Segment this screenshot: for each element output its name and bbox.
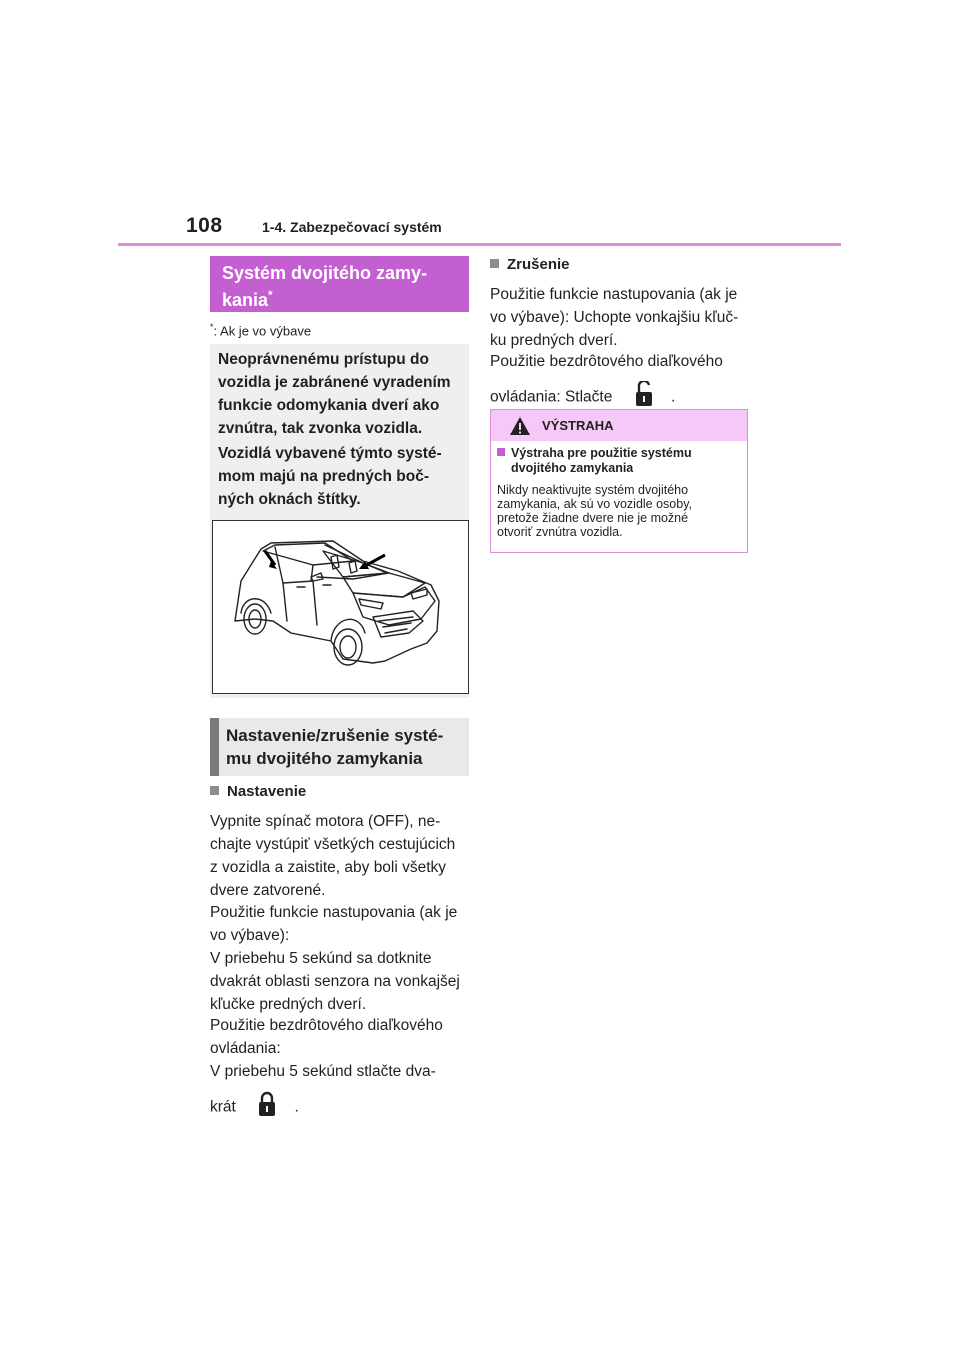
warning-title: VÝSTRAHA [542, 418, 614, 433]
intro-line: funkcie odomykania dverí ako [218, 397, 440, 414]
text-line: dvakrát oblasti senzora na vonkajšej [210, 973, 460, 990]
cancel-paragraph-1 [490, 283, 752, 352]
setting-title: Nastavenie [227, 783, 307, 800]
warning-text [497, 483, 741, 539]
setting-paragraph-3 [210, 1014, 470, 1124]
cancel-paragraph-2 [490, 350, 752, 414]
text-line: ovládania: [210, 1040, 281, 1057]
text-line: Použitie bezdrôtového diaľkového [210, 1017, 443, 1034]
setting-paragraph-1 [210, 810, 470, 902]
text-line: . [294, 1098, 299, 1116]
warning-subtitle-line: Výstraha pre použitie systému [511, 446, 692, 460]
section-heading-bar [210, 718, 219, 776]
warning-text-line: zamykania, ak sú vo vozidle osoby, [497, 497, 693, 511]
bullet-square-icon [497, 448, 505, 456]
warning-subtitle-line: dvojitého zamykania [511, 461, 634, 475]
text-line: Použitie funkcie nastupovania (ak je [490, 286, 738, 303]
bullet-square-icon [490, 259, 499, 268]
bullet-square-icon [210, 786, 219, 795]
footnote-text: : Ak je vo výbave [213, 323, 312, 339]
footnote [210, 322, 311, 338]
intro-line: Neoprávnenému prístupu do [218, 351, 429, 368]
text-line: Vypnite spínač motora (OFF), ne- [210, 813, 441, 830]
intro-line: vozidla je zabránené vyradením [218, 374, 451, 391]
section-title: 1-4. Zabezpečovací systém [262, 219, 442, 235]
labels-paragraph [218, 442, 468, 511]
warning-text-line: otvoriť zvnútra vozidla. [497, 525, 623, 539]
page-number: 108 [186, 214, 223, 237]
main-heading-line1: Systém dvojitého zamy- [222, 263, 428, 283]
cancel-subheading [490, 256, 752, 273]
text-line: krát [210, 1098, 236, 1116]
text-line: V priebehu 5 sekúnd stlačte dva- [210, 1063, 436, 1080]
labels-line: Vozidlá vybavené týmto systé- [218, 445, 442, 462]
car-drawing [213, 521, 468, 693]
text-line: ku predných dverí. [490, 332, 618, 349]
text-line: V priebehu 5 sekúnd sa dotknite [210, 950, 432, 967]
setting-paragraph-2 [210, 901, 470, 1016]
section-heading-line2: mu dvojitého zamykania [226, 749, 423, 768]
warning-text-line: Nikdy neaktivujte systém dvojitého [497, 483, 689, 497]
text-line: Použitie bezdrôtového diaľkového [490, 353, 723, 370]
text-line: kľučke predných dverí. [210, 996, 367, 1013]
header-divider [118, 243, 841, 246]
car-illustration [212, 520, 469, 694]
lock-icon [258, 1091, 276, 1124]
labels-line: ných oknách štítky. [218, 491, 361, 508]
warning-text-line: pretože žiadne dvere nie je možné [497, 511, 689, 525]
section-heading [210, 718, 469, 776]
warning-header [491, 410, 747, 441]
main-heading [210, 256, 469, 312]
text-line: . [670, 388, 676, 406]
labels-line: mom majú na predných boč- [218, 468, 430, 485]
text-line: dvere zatvorené. [210, 882, 326, 899]
section-heading-line1: Nastavenie/zrušenie systé- [226, 726, 444, 745]
text-line: vo výbave): Uchopte vonkajšiu kľuč- [490, 309, 739, 326]
intro-paragraph [218, 348, 468, 440]
text-line: chajte vystúpiť všetkých cestujúcich [210, 836, 456, 853]
cancel-title: Zrušenie [507, 256, 570, 273]
text-line: z vozidla a zaistite, aby boli všetky [210, 859, 447, 876]
text-line: Použitie funkcie nastupovania (ak je [210, 904, 458, 921]
warning-box [490, 409, 748, 553]
main-heading-line2: kania [222, 290, 269, 310]
footnote-asterisk: * [210, 322, 214, 332]
setting-subheading [210, 783, 470, 800]
text-line: ovládania: Stlačte [490, 388, 613, 406]
text-line: vo výbave): [210, 927, 290, 944]
warning-triangle-icon [509, 416, 531, 436]
warning-subtitle [497, 446, 737, 476]
heading-asterisk: * [268, 288, 273, 302]
intro-line: zvnútra, tak zvonka vozidla. [218, 420, 423, 437]
